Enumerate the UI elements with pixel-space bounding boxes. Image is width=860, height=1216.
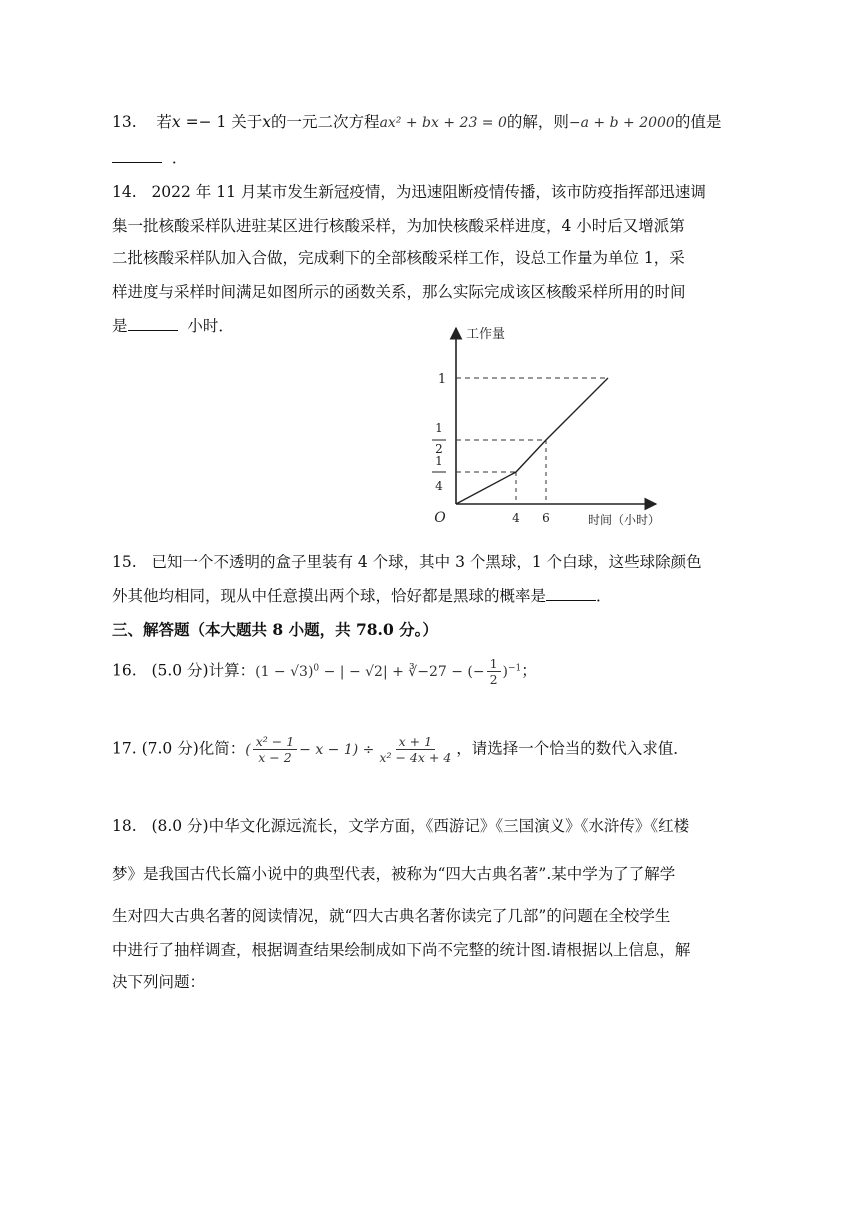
question-16-end: ；: [521, 661, 537, 680]
question-13-text-b: 关于: [231, 113, 263, 131]
question-17-frac1-num: x² − 1: [253, 734, 297, 750]
question-17-text: ，请选择一个恰当的数代入求值．: [456, 739, 689, 758]
question-17-frac1-den: x − 2: [258, 750, 292, 765]
question-17-mid: − x − 1) ÷: [299, 741, 375, 758]
question-13-expression: −a + b + 2000: [568, 115, 675, 131]
y-axis-label: 工作量: [466, 327, 506, 342]
question-17-frac2-den: x² − 4x + 4: [379, 750, 452, 765]
question-17-expression: [245, 734, 456, 765]
question-17-label: 17. (7.0 分)化简：: [112, 739, 246, 758]
question-14-line-5: [112, 316, 234, 336]
y-tick-quarter-num: 1: [435, 454, 443, 468]
question-13-x: x: [171, 113, 181, 131]
question-17-fraction-2: [376, 734, 454, 765]
question-13-number: 13.: [112, 113, 137, 131]
question-16-exp-0: 0: [313, 662, 320, 673]
question-17-frac2-num: x + 1: [396, 734, 435, 750]
question-15-answer-blank: [546, 586, 596, 601]
origin-label: O: [434, 510, 446, 526]
question-18-line-1: [112, 816, 689, 836]
y-tick-half-den: 2: [435, 442, 443, 456]
question-14-text-1: 2022 年 11 月某市发生新冠疫情，为迅速阻断疫情传播，该市防疫指挥部迅速调: [151, 183, 706, 201]
question-18-number: 18.: [112, 817, 137, 835]
question-13-line-2: [112, 148, 187, 168]
y-tick-half-num: 1: [435, 421, 443, 435]
question-18-text-4: 中进行了抽样调查，根据调查结果绘制成如下尚不完整的统计图.请根据以上信息，解: [112, 941, 691, 959]
question-18-text-3: 生对四大古典名著的阅读情况，就“四大古典名著你读完了几部”的问题在全校学生: [112, 907, 671, 925]
question-18-text-1: (8.0 分)中华文化源远流长，文学方面，《西游记》《三国演义》《水浒传》《红楼: [151, 817, 690, 835]
question-14-number: 14.: [112, 183, 137, 201]
question-17-fraction-1: [253, 734, 297, 765]
question-14-text-5b: 小时．: [187, 317, 234, 335]
question-13-answer-blank: [112, 148, 162, 163]
y-tick-quarter-den: 4: [435, 479, 443, 493]
question-15-text-2a: 外其他均相同，现从中任意摸出两个球，恰好都是黑球的概率是: [112, 587, 547, 605]
y-tick-1: 1: [437, 372, 447, 387]
question-13-x2: x: [262, 113, 272, 131]
question-13-eq-val: =− 1: [185, 113, 227, 131]
question-16-frac-num: 1: [487, 656, 501, 672]
question-16-expr-a: (1 − √3): [255, 663, 314, 680]
question-16-expr-b: − | − √2| + ∛−27 − (−: [319, 663, 485, 680]
question-14-text-5a: 是: [112, 317, 128, 335]
question-18-text-2: 梦》是我国古代长篇小说中的典型代表，被称为“四大古典名著”.某中学为了了解学: [112, 865, 676, 883]
x-tick-6: 6: [542, 511, 550, 525]
question-13-line-1: [112, 112, 721, 133]
work-progress-graph: [420, 322, 690, 532]
question-13-text-d: 的解，则: [506, 113, 569, 131]
question-13-text-e: 的值是: [674, 113, 722, 131]
x-tick-4: 4: [512, 511, 520, 525]
x-axis-label: 时间（小时）: [588, 513, 661, 527]
question-17-line: [112, 734, 689, 765]
question-16-line: [112, 656, 537, 687]
question-14-text-2: 集一批核酸采样队进驻某区进行核酸采样，为加快核酸采样进度，4 小时后又增派第: [112, 217, 685, 235]
section-3-heading: 三、解答题（本大题共 8 小题，共 78.0 分。）: [112, 620, 438, 639]
question-15-line-1: [112, 552, 702, 572]
question-16-number: 16.: [112, 661, 137, 680]
question-15-number: 15.: [112, 553, 137, 571]
question-13-equation: ax² + bx + 23 = 0: [379, 115, 507, 131]
question-18-text-5: 决下列问题：: [112, 973, 206, 991]
question-14-text-4: 样进度与采样时间满足如图所示的函数关系，那么实际完成该区核酸采样所用的时间: [112, 283, 686, 301]
question-14-line-1: [112, 182, 706, 202]
question-13-end: ．: [171, 149, 188, 167]
question-16-fraction: [487, 656, 501, 687]
question-16-frac-den: 2: [489, 672, 498, 687]
question-15-text-1: 已知一个不透明的盒子里装有 4 个球，其中 3 个黑球，1 个白球，这些球除颜色: [151, 553, 702, 571]
question-14-text-3: 二批核酸采样队加入合做，完成剩下的全部核酸采样工作，设总工作量为单位 1，采: [112, 249, 685, 267]
question-15-line-2: [112, 586, 612, 606]
progress-line: [456, 378, 608, 504]
question-13-text-c: 的一元二次方程: [271, 113, 380, 131]
question-16-exp-neg1: −1: [508, 662, 522, 673]
question-13-text-a: 若: [156, 113, 172, 131]
question-16-expression: [255, 656, 522, 687]
question-16-expr-c: ): [502, 663, 509, 680]
question-17-open-paren: (: [245, 741, 251, 758]
question-15-text-2b: ．: [596, 587, 612, 605]
question-16-text: (5.0 分)计算：: [151, 661, 256, 680]
question-14-answer-blank: [128, 316, 178, 331]
